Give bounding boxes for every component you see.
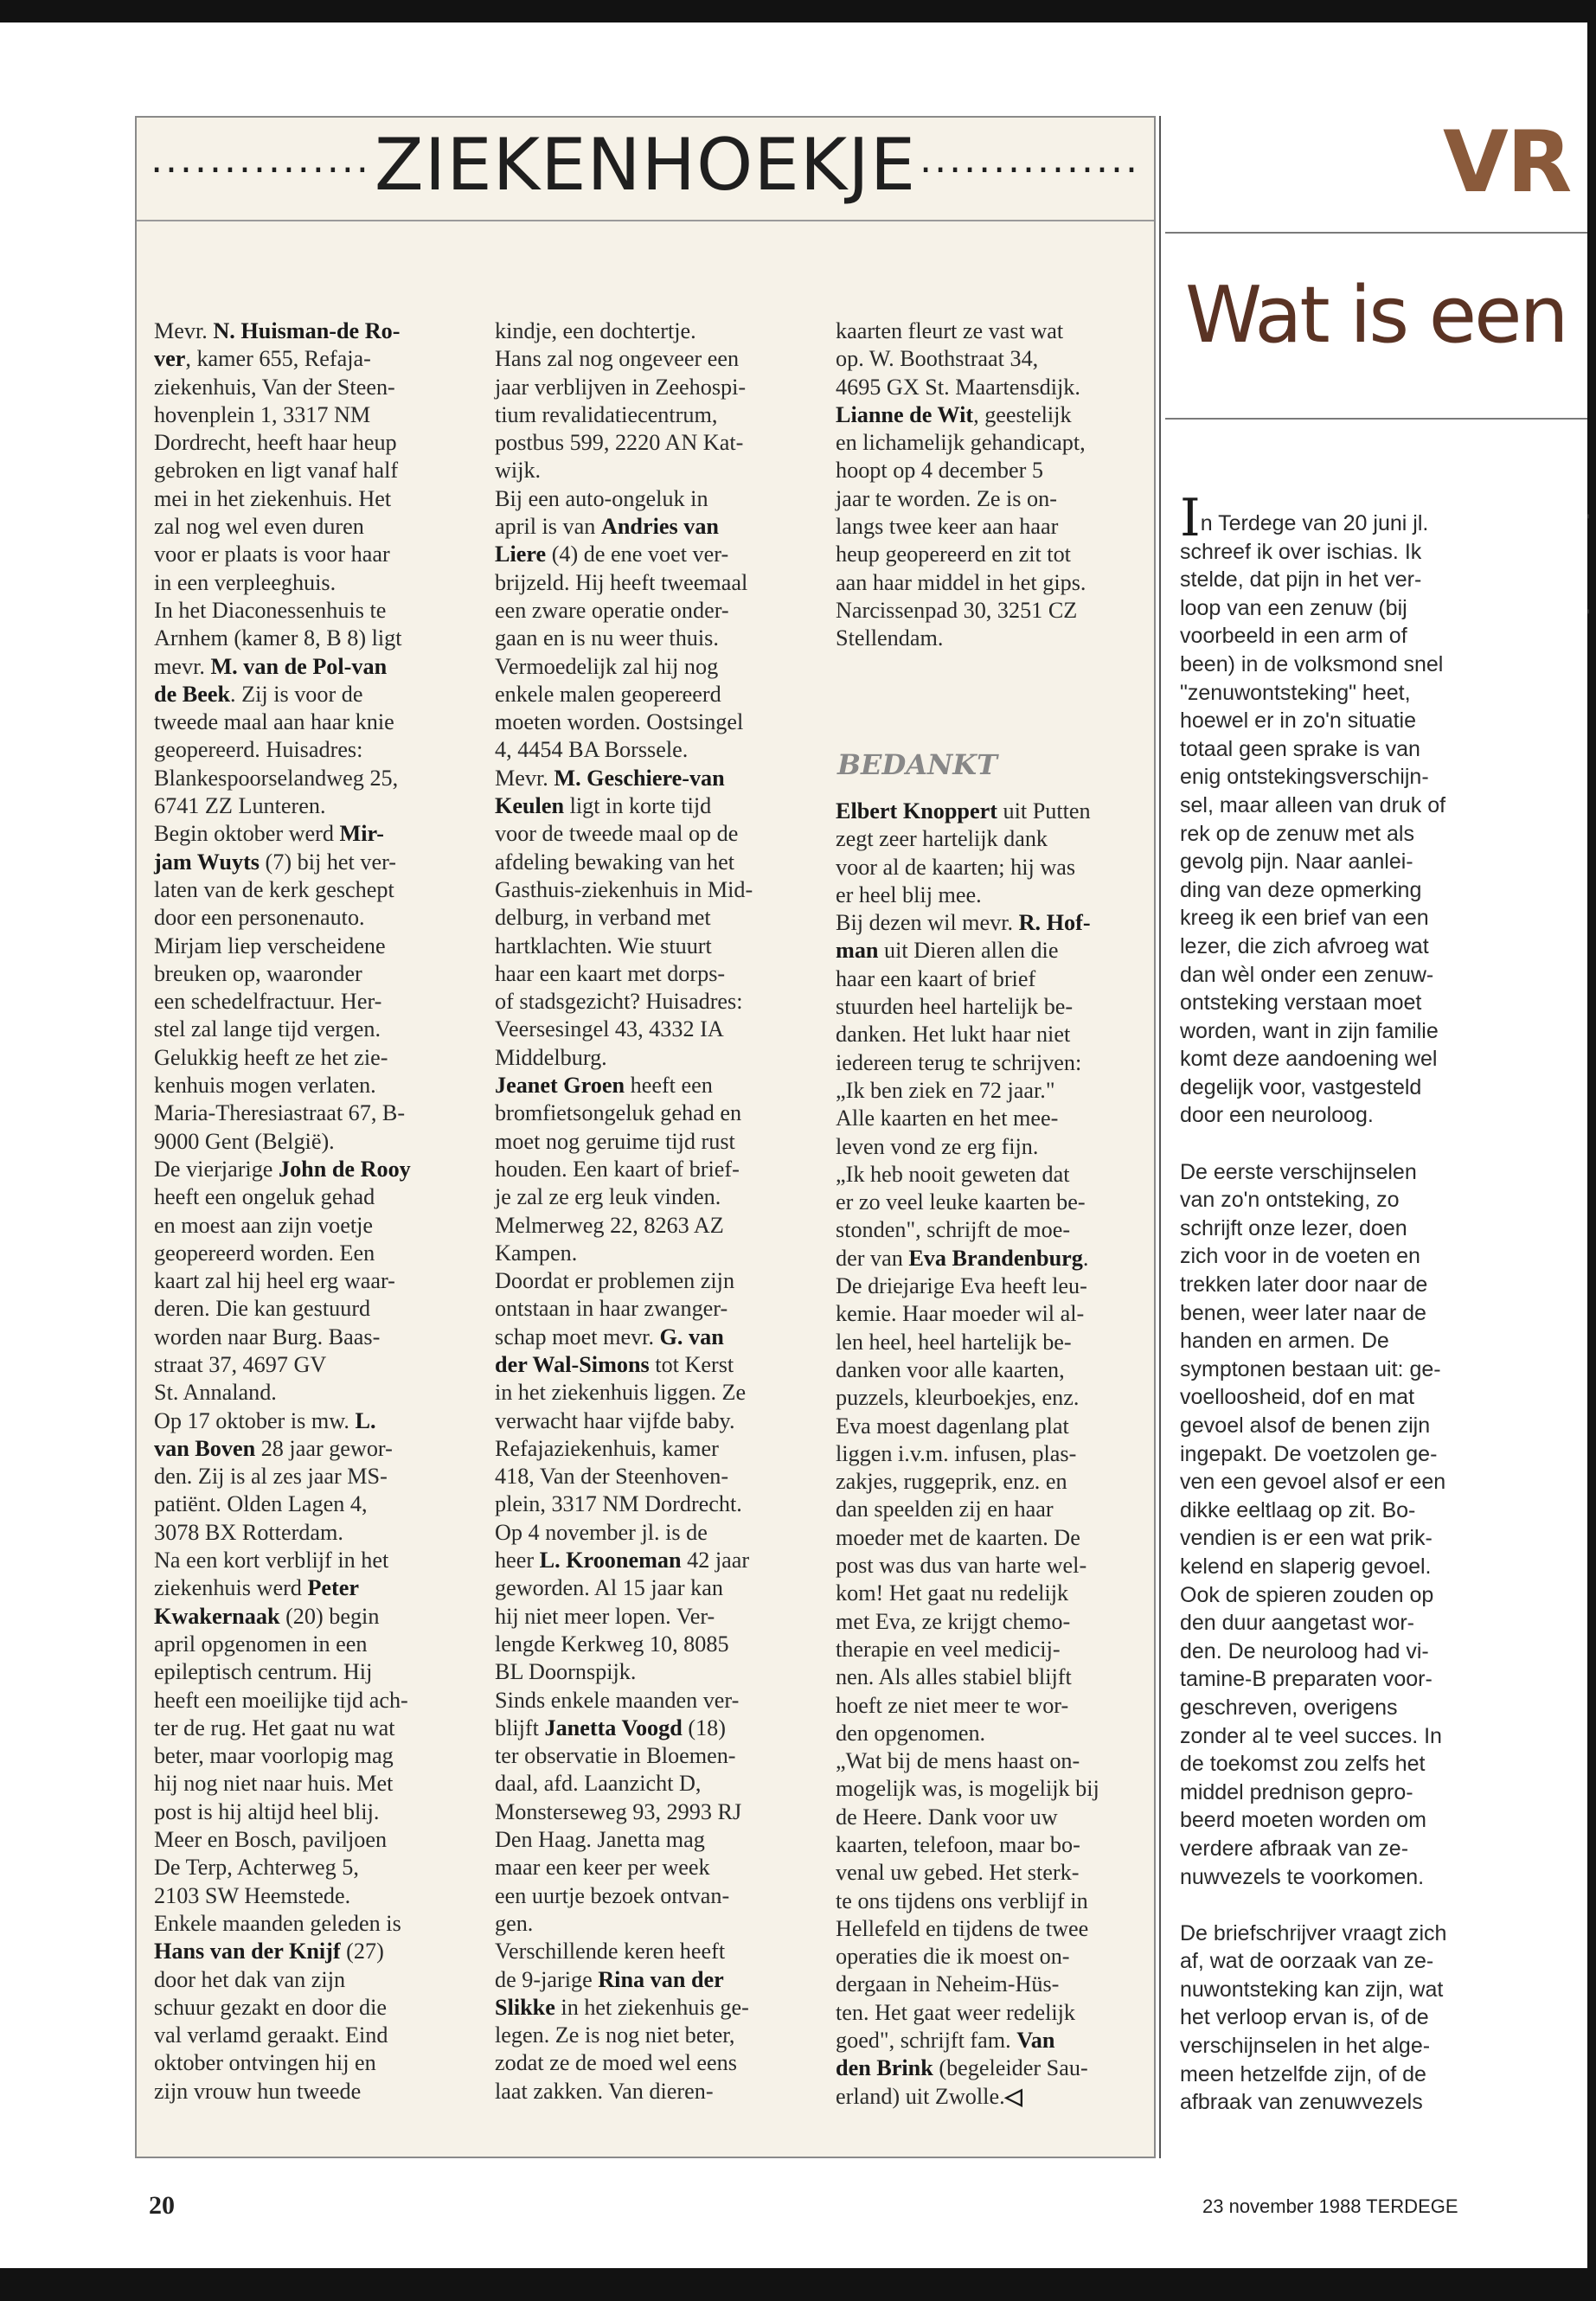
article-line: kelend en slaperig gevoel. <box>1180 1554 1432 1579</box>
column-3-top <box>836 317 1086 653</box>
text-line: jaar te worden. Ze is on- <box>836 485 1057 511</box>
text-line: worden naar Burg. Baas- <box>154 1324 381 1349</box>
text-line: laat zakken. Van dieren- <box>495 2078 714 2104</box>
text-line: mevr. M. van de Pol-van <box>154 653 388 679</box>
text-line: ontstaan in haar zwanger- <box>495 1296 728 1322</box>
text-line: wijk. <box>495 458 542 484</box>
text-line: 4695 GX St. Maartensdijk. <box>836 374 1080 400</box>
text-line: Liere (4) de ene voet ver- <box>495 542 729 567</box>
text-line: hij nog niet naar huis. Met <box>154 1771 394 1797</box>
footer-date: 23 november 1988 TERDEGE <box>1202 2195 1458 2217</box>
text-line: Sinds enkele maanden ver- <box>495 1687 740 1713</box>
text-line: Dordrecht, heeft haar heup <box>154 430 397 456</box>
text-line: Lianne de Wit, geestelijk <box>836 401 1072 427</box>
text-line: kaarten fleurt ze vast wat <box>836 318 1064 343</box>
text-line: 3078 BX Rotterdam. <box>154 1519 343 1545</box>
text-line: bromfietsongeluk gehad en <box>495 1100 742 1126</box>
article-line: nuwontsteking kan zijn, wat <box>1180 1977 1444 2002</box>
text-line: 2103 SW Heemstede. <box>154 1882 351 1908</box>
text-line: de 9-jarige Rina van der <box>495 1966 724 1992</box>
text-line: 418, Van der Steenhoven- <box>495 1464 729 1490</box>
text-line: Op 17 oktober is mw. L. <box>154 1407 376 1433</box>
text-line: kemie. Haar moeder wil al- <box>836 1301 1085 1327</box>
paragraph-gap <box>1180 1130 1446 1158</box>
text-line: Blankespoorselandweg 25, <box>154 765 399 791</box>
drop-cap: I <box>1180 488 1201 548</box>
article-line: De briefschrijver vraagt zich <box>1180 1920 1447 1945</box>
column-1 <box>154 317 411 2106</box>
article-line: gevoel alsof de benen zijn <box>1180 1413 1431 1438</box>
article-line: schrijft onze lezer, doen <box>1180 1215 1407 1240</box>
text-line: lengde Kerkweg 10, 8085 <box>495 1631 729 1657</box>
text-line: Begin oktober werd Mir- <box>154 821 384 847</box>
text-line: Hellefeld en tijdens de twee <box>836 1915 1089 1941</box>
text-line: Jeanet Groen heeft een <box>495 1073 713 1099</box>
text-line: schuur gezakt en door die <box>154 1994 388 2020</box>
text-line: en moest aan zijn voetje <box>154 1212 374 1238</box>
text-line: Op 4 november jl. is de <box>495 1519 708 1545</box>
text-line: haar een kaart met dorps- <box>495 960 726 986</box>
text-line: langs twee keer aan haar <box>836 514 1059 540</box>
text-line: moet nog geruime tijd rust <box>495 1128 735 1154</box>
article-line: lezer, die zich afvroeg wat <box>1180 933 1429 958</box>
text-line: afdeling bewaking van het <box>495 849 735 875</box>
text-line: kaart zal hij heel erg waar- <box>154 1268 395 1294</box>
text-line: Eva moest dagenlang plat <box>836 1413 1069 1439</box>
text-line: erland) uit Zwolle.◁ <box>836 2083 1022 2109</box>
text-line: geopereerd. Huisadres: <box>154 737 363 763</box>
text-line: tium revalidatiecentrum, <box>495 401 718 427</box>
text-line: daal, afd. Laanzicht D, <box>495 1771 702 1797</box>
article-line: benen, weer later naar de <box>1180 1300 1426 1325</box>
article-line: voelloosheid, dof en mat <box>1180 1385 1415 1410</box>
text-line: den. Zij is al zes jaar MS- <box>154 1464 388 1490</box>
article-line: stelde, dat pijn in het ver- <box>1180 567 1422 593</box>
text-line: danken voor alle kaarten, <box>836 1356 1065 1382</box>
text-line: een schedelfractuur. Her- <box>154 989 382 1015</box>
article-line: gevolg pijn. Naar aanlei- <box>1180 849 1413 875</box>
text-line: zijn vrouw hun tweede <box>154 2078 362 2104</box>
article-line: ven een gevoel alsof er een <box>1180 1470 1446 1495</box>
text-line: Refajaziekenhuis, kamer <box>495 1435 719 1461</box>
text-line: goed", schrijft fam. Van <box>836 2028 1055 2054</box>
text-line: den opgenomen. <box>836 1720 986 1746</box>
article-line: zich voor in de voeten en <box>1180 1244 1420 1269</box>
text-line: Mirjam liep verscheidene <box>154 933 386 958</box>
text-line: moeten worden. Oostsingel <box>495 709 744 735</box>
text-line: in een verpleeghuis. <box>154 569 337 595</box>
text-line: Narcissenpad 30, 3251 CZ <box>836 597 1078 623</box>
text-line: kenhuis mogen verlaten. <box>154 1073 376 1099</box>
text-line: danken. Het lukt haar niet <box>836 1022 1071 1048</box>
text-line: kom! Het gaat nu redelijk <box>836 1580 1069 1606</box>
article-line: vendien is er een wat prik- <box>1180 1526 1433 1551</box>
text-line: of stadsgezicht? Huisadres: <box>495 989 743 1015</box>
text-line: patiënt. Olden Lagen 4, <box>154 1491 368 1517</box>
article-line: handen en armen. De <box>1180 1329 1389 1354</box>
text-line: BL Doornspijk. <box>495 1659 637 1685</box>
text-line: Elbert Knoppert uit Putten <box>836 798 1091 824</box>
text-line: schap moet mevr. G. van <box>495 1324 724 1349</box>
header-dots-right: ............... <box>920 138 1140 182</box>
article-line: ding van deze opmerking <box>1180 877 1422 902</box>
text-line: Verschillende keren heeft <box>495 1939 726 1965</box>
text-line: „Ik heb nooit geweten dat <box>836 1161 1070 1187</box>
text-line: voor de tweede maal op de <box>495 821 739 847</box>
article-line: sel, maar alleen van druk of <box>1180 792 1446 817</box>
text-line: te ons tijdens ons verblijf in <box>836 1888 1088 1913</box>
text-line: ten. Het gaat weer redelijk <box>836 1999 1076 2025</box>
article-line: ontsteking verstaan moet <box>1180 990 1422 1016</box>
text-line: zakjes, ruggeprik, enz. en <box>836 1469 1067 1495</box>
text-line: blijft Janetta Voogd (18) <box>495 1715 726 1740</box>
text-line: zal nog wel even duren <box>154 514 364 540</box>
text-line: beter, maar voorlopig mag <box>154 1743 394 1769</box>
article-line: den duur aangetast wor- <box>1180 1611 1415 1636</box>
text-line: enkele malen geopereerd <box>495 681 721 707</box>
text-line: heeft een ongeluk gehad <box>154 1184 375 1210</box>
text-line: er heel blij mee. <box>836 881 982 907</box>
article-line: tamine-B preparaten voor- <box>1180 1667 1433 1692</box>
text-line: Melmerweg 22, 8263 AZ <box>495 1212 724 1238</box>
text-line: 4, 4454 BA Borssele. <box>495 737 689 763</box>
text-line: Monsterseweg 93, 2993 RJ <box>495 1798 742 1824</box>
section-title: ZIEKENHOEKJE <box>374 123 917 207</box>
section-header <box>137 118 1154 221</box>
text-line: een zware operatie onder- <box>495 597 729 623</box>
text-line: hoopt op 4 december 5 <box>836 458 1043 484</box>
text-line: kaarten, telefoon, maar bo- <box>836 1831 1080 1857</box>
article-line: Ook de spieren zouden op <box>1180 1582 1434 1607</box>
text-line: er zo veel leuke kaarten be- <box>836 1189 1086 1215</box>
text-line: 9000 Gent (België). <box>154 1128 335 1154</box>
text-line: 6741 ZZ Lunteren. <box>154 793 326 819</box>
article-line: kreeg ik een brief van een <box>1180 906 1429 931</box>
article-line: voorbeeld in een arm of <box>1180 624 1407 649</box>
text-line: Slikke in het ziekenhuis ge- <box>495 1994 749 2020</box>
paragraph-gap <box>1180 1891 1446 1920</box>
article-line: het verloop ervan is, of de <box>1180 2005 1429 2030</box>
article-line: trekken later door naar de <box>1180 1272 1428 1298</box>
text-line: Gasthuis-ziekenhuis in Mid- <box>495 876 753 902</box>
text-line: stuurden heel hartelijk be- <box>836 994 1074 1020</box>
text-line: april opgenomen in een <box>154 1631 368 1657</box>
text-line: houden. Een kaart of brief- <box>495 1156 740 1182</box>
text-line: met Eva, ze krijgt chemo- <box>836 1608 1071 1634</box>
text-line: straat 37, 4697 GV <box>154 1351 327 1377</box>
text-line: stonden", schrijft de moe- <box>836 1217 1071 1243</box>
article-line: In Terdege van 20 juni jl. <box>1180 488 1429 548</box>
article-line: de toekomst zou zelfs het <box>1180 1752 1426 1777</box>
text-line: zegt zeer hartelijk dank <box>836 826 1048 852</box>
text-line: post was dus van harte wel- <box>836 1553 1087 1579</box>
text-line: door het dak van zijn <box>154 1966 346 1992</box>
text-line: mogelijk was, is mogelijk bij <box>836 1776 1099 1802</box>
text-line: „Ik ben ziek en 72 jaar." <box>836 1077 1055 1103</box>
text-line: van Boven 28 jaar gewor- <box>154 1435 393 1461</box>
article-line: komt deze aandoening wel <box>1180 1047 1438 1072</box>
text-line: dergaan in Neheim-Hüs- <box>836 1971 1060 1997</box>
text-line: de Heere. Dank voor uw <box>836 1804 1058 1830</box>
article-line: den. De neuroloog had vi- <box>1180 1638 1429 1663</box>
text-line: „Wat bij de mens haast on- <box>836 1748 1080 1774</box>
text-line: Vermoedelijk zal hij nog <box>495 653 719 679</box>
text-line: ter observatie in Bloemen- <box>495 1743 736 1769</box>
article-line: middel prednison gepro- <box>1180 1779 1413 1804</box>
text-line: den Brink (begeleider Sau- <box>836 2055 1088 2081</box>
text-line: In het Diaconessenhuis te <box>154 597 387 623</box>
text-line: haar een kaart of brief <box>836 965 1036 991</box>
article-line: af, wat de oorzaak van ze- <box>1180 1949 1434 1974</box>
edge-mark: ' <box>1586 510 1591 532</box>
scan-border-top <box>0 0 1596 22</box>
article-line: van zo'n ontsteking, zo <box>1180 1188 1400 1213</box>
text-line: liggen i.v.m. infusen, plas- <box>836 1440 1077 1466</box>
article-line: ingepakt. De voetzolen ge- <box>1180 1441 1438 1466</box>
text-line: brijzeld. Hij heeft tweemaal <box>495 569 748 595</box>
text-line: leven vond ze erg fijn. <box>836 1133 1039 1159</box>
article-line: totaal geen sprake is van <box>1180 736 1420 761</box>
article-line: dikke eeltlaag op zit. Bo- <box>1180 1497 1416 1522</box>
text-line: dan speelden zij en haar <box>836 1497 1054 1522</box>
article-line: degelijk voor, vastgesteld <box>1180 1074 1422 1099</box>
article-line: rek op de zenuw met als <box>1180 821 1414 846</box>
right-heading-fragment: VR <box>1443 113 1571 212</box>
text-line: hovenplein 1, 3317 NM <box>154 401 371 427</box>
text-line: april is van Andries van <box>495 514 719 540</box>
header-dots-left: ............... <box>151 138 371 182</box>
article-line: nuwvezels te voorkomen. <box>1180 1864 1425 1889</box>
text-line: Meer en Bosch, paviljoen <box>154 1827 388 1853</box>
text-line: ter de rug. Het gaat nu wat <box>154 1715 395 1740</box>
text-line: maar een keer per week <box>495 1855 710 1881</box>
right-rule-top <box>1165 232 1587 234</box>
text-line: stel zal lange tijd vergen. <box>154 1016 381 1042</box>
text-line: Alle kaarten en het mee- <box>836 1106 1059 1131</box>
text-line: voor al de kaarten; hij was <box>836 854 1076 880</box>
text-line: operaties die ik moest on- <box>836 1944 1070 1970</box>
text-line: Veersesingel 43, 4332 IA <box>495 1016 724 1042</box>
text-line: zodat ze de moed wel eens <box>495 2050 737 2076</box>
text-line: De vierjarige John de Rooy <box>154 1156 411 1182</box>
bedankt-heading: BEDANKT <box>837 748 997 781</box>
right-headline: Wat is een <box>1185 270 1567 361</box>
article-line: "zenuwontsteking" heet, <box>1180 680 1411 705</box>
text-line: Bij dezen wil mevr. R. Hof- <box>836 910 1091 936</box>
text-line: ziekenhuis, Van der Steen- <box>154 374 395 400</box>
text-line: len heel, heel hartelijk be- <box>836 1329 1072 1355</box>
text-line: je zal ze erg leuk vinden. <box>495 1184 721 1210</box>
text-line: Bij een auto-ongeluk in <box>495 485 708 511</box>
text-line: de Beek. Zij is voor de <box>154 681 363 707</box>
text-line: De Terp, Achterweg 5, <box>154 1855 359 1881</box>
edge-mark: ' <box>1586 606 1591 627</box>
text-line: deren. Die kan gestuurd <box>154 1296 371 1322</box>
text-line: mei in het ziekenhuis. Het <box>154 485 392 511</box>
text-line: nen. Als alles stabiel blijft <box>836 1664 1072 1690</box>
text-line: gaan en is nu weer thuis. <box>495 625 719 651</box>
article-line: symptonen bestaan uit: ge- <box>1180 1356 1441 1381</box>
text-line: ver, kamer 655, Refaja- <box>154 346 371 372</box>
article-line: afbraak van zenuwvezels <box>1180 2090 1423 2115</box>
text-line: Hans van der Knijf (27) <box>154 1939 384 1965</box>
text-line: Mevr. N. Huisman-de Ro- <box>154 318 401 343</box>
article-line: enig ontstekingsverschijn- <box>1180 765 1429 790</box>
text-line: kindje, een dochtertje. <box>495 318 696 343</box>
text-line: Enkele maanden geleden is <box>154 1910 401 1936</box>
text-line: delburg, in verband met <box>495 905 711 931</box>
text-line: verwacht haar vijfde baby. <box>495 1407 735 1433</box>
text-line: breuken op, waaronder <box>154 960 362 986</box>
text-line: heup geopereerd en zit tot <box>836 542 1071 567</box>
text-line: door een personenauto. <box>154 905 365 931</box>
text-line: postbus 599, 2220 AN Kat- <box>495 430 744 456</box>
article-line: verschijnselen in het alge- <box>1180 2034 1431 2059</box>
text-line: heer L. Krooneman 42 jaar <box>495 1548 750 1574</box>
article-line: schreef ik over ischias. Ik <box>1180 539 1422 564</box>
text-line: epileptisch centrum. Hij <box>154 1659 373 1685</box>
text-line: therapie en veel medicij- <box>836 1636 1061 1662</box>
text-line: Gelukkig heeft ze het zie- <box>154 1044 388 1070</box>
text-line: iedereen terug te schrijven: <box>836 1049 1082 1075</box>
text-line: val verlamd geraakt. Eind <box>154 2022 388 2048</box>
text-line: jaar verblijven in Zeehospi- <box>495 374 747 400</box>
article-line: worden, want in zijn familie <box>1180 1018 1439 1043</box>
article-line: door een neuroloog. <box>1180 1103 1374 1128</box>
article-line: meen hetzelfde zijn, of de <box>1180 2061 1426 2086</box>
text-line: een uurtje bezoek ontvan- <box>495 1882 730 1908</box>
right-article-text <box>1180 488 1447 2117</box>
text-line: hartklachten. Wie stuurt <box>495 933 712 958</box>
text-line: moeder met de kaarten. De <box>836 1524 1080 1550</box>
text-line: Hans zal nog ongeveer een <box>495 346 740 372</box>
text-line: Keulen ligt in korte tijd <box>495 793 712 819</box>
text-line: heeft een moeilijke tijd ach- <box>154 1687 408 1713</box>
text-line: man uit Dieren allen die <box>836 938 1059 964</box>
article-line: De eerste verschijnselen <box>1180 1159 1417 1184</box>
page-number: 20 <box>149 2191 175 2220</box>
text-line: geworden. Al 15 jaar kan <box>495 1575 723 1601</box>
article-line: geschreven, overigens <box>1180 1695 1398 1720</box>
column-2 <box>495 317 753 2106</box>
text-line: post is hij altijd heel blij. <box>154 1798 380 1824</box>
text-line: St. Annaland. <box>154 1380 277 1406</box>
column-divider <box>1159 116 1161 2158</box>
text-line: Kwakernaak (20) begin <box>154 1603 380 1629</box>
scan-border-right <box>1587 0 1596 2301</box>
text-line: geopereerd worden. Een <box>154 1240 375 1266</box>
text-line: plein, 3317 NM Dordrecht. <box>495 1491 742 1517</box>
text-line: gen. <box>495 1910 534 1936</box>
text-line: Na een kort verblijf in het <box>154 1548 389 1574</box>
text-line: De driejarige Eva heeft leu- <box>836 1273 1087 1299</box>
text-line: Doordat er problemen zijn <box>495 1268 735 1294</box>
article-line: dan wèl onder een zenuw- <box>1180 962 1434 987</box>
text-line: jam Wuyts (7) bij het ver- <box>154 849 396 875</box>
text-line: Arnhem (kamer 8, B 8) ligt <box>154 625 402 651</box>
text-line: tweede maal aan haar knie <box>154 709 394 735</box>
article-line: beerd moeten worden om <box>1180 1808 1426 1833</box>
text-line: der Wal-Simons tot Kerst <box>495 1351 734 1377</box>
text-line: gebroken en ligt vanaf half <box>154 458 399 484</box>
text-line: Den Haag. Janetta mag <box>495 1827 705 1853</box>
text-line: Stellendam. <box>836 625 944 651</box>
text-line: Kampen. <box>495 1240 578 1266</box>
text-line: venal uw gebed. Het sterk- <box>836 1860 1080 1886</box>
text-line: in het ziekenhuis liggen. Ze <box>495 1380 747 1406</box>
column-3-bedankt <box>836 798 1099 2111</box>
article-line: been) in de volksmond snel <box>1180 651 1444 676</box>
text-line: hij niet meer lopen. Ver- <box>495 1603 715 1629</box>
text-line: voor er plaats is voor haar <box>154 542 390 567</box>
article-line: hoewel er in zo'n situatie <box>1180 708 1416 734</box>
text-line: en lichamelijk gehandicapt, <box>836 430 1086 456</box>
text-line: Middelburg. <box>495 1044 607 1070</box>
text-line: der van Eva Brandenburg. <box>836 1245 1089 1271</box>
scan-border-bottom <box>0 2268 1596 2301</box>
right-rule-bottom <box>1165 418 1587 420</box>
text-line: hoeft ze niet meer te wor- <box>836 1692 1069 1718</box>
text-line: Mevr. M. Geschiere-van <box>495 765 725 791</box>
text-line: aan haar middel in het gips. <box>836 569 1086 595</box>
text-line: puzzels, kleurboekjes, enz. <box>836 1385 1080 1411</box>
text-line: Maria-Theresiastraat 67, B- <box>154 1100 406 1126</box>
article-line: zonder al te veel succes. In <box>1180 1723 1442 1748</box>
article-line: verdere afbraak van ze- <box>1180 1836 1409 1861</box>
article-line: loop van een zenuw (bij <box>1180 595 1407 620</box>
text-line: laten van de kerk geschept <box>154 876 394 902</box>
text-line: ziekenhuis werd Peter <box>154 1575 360 1601</box>
text-line: op. W. Boothstraat 34, <box>836 346 1039 372</box>
text-line: legen. Ze is nog niet beter, <box>495 2022 735 2048</box>
text-line: oktober ontvingen hij en <box>154 2050 376 2076</box>
